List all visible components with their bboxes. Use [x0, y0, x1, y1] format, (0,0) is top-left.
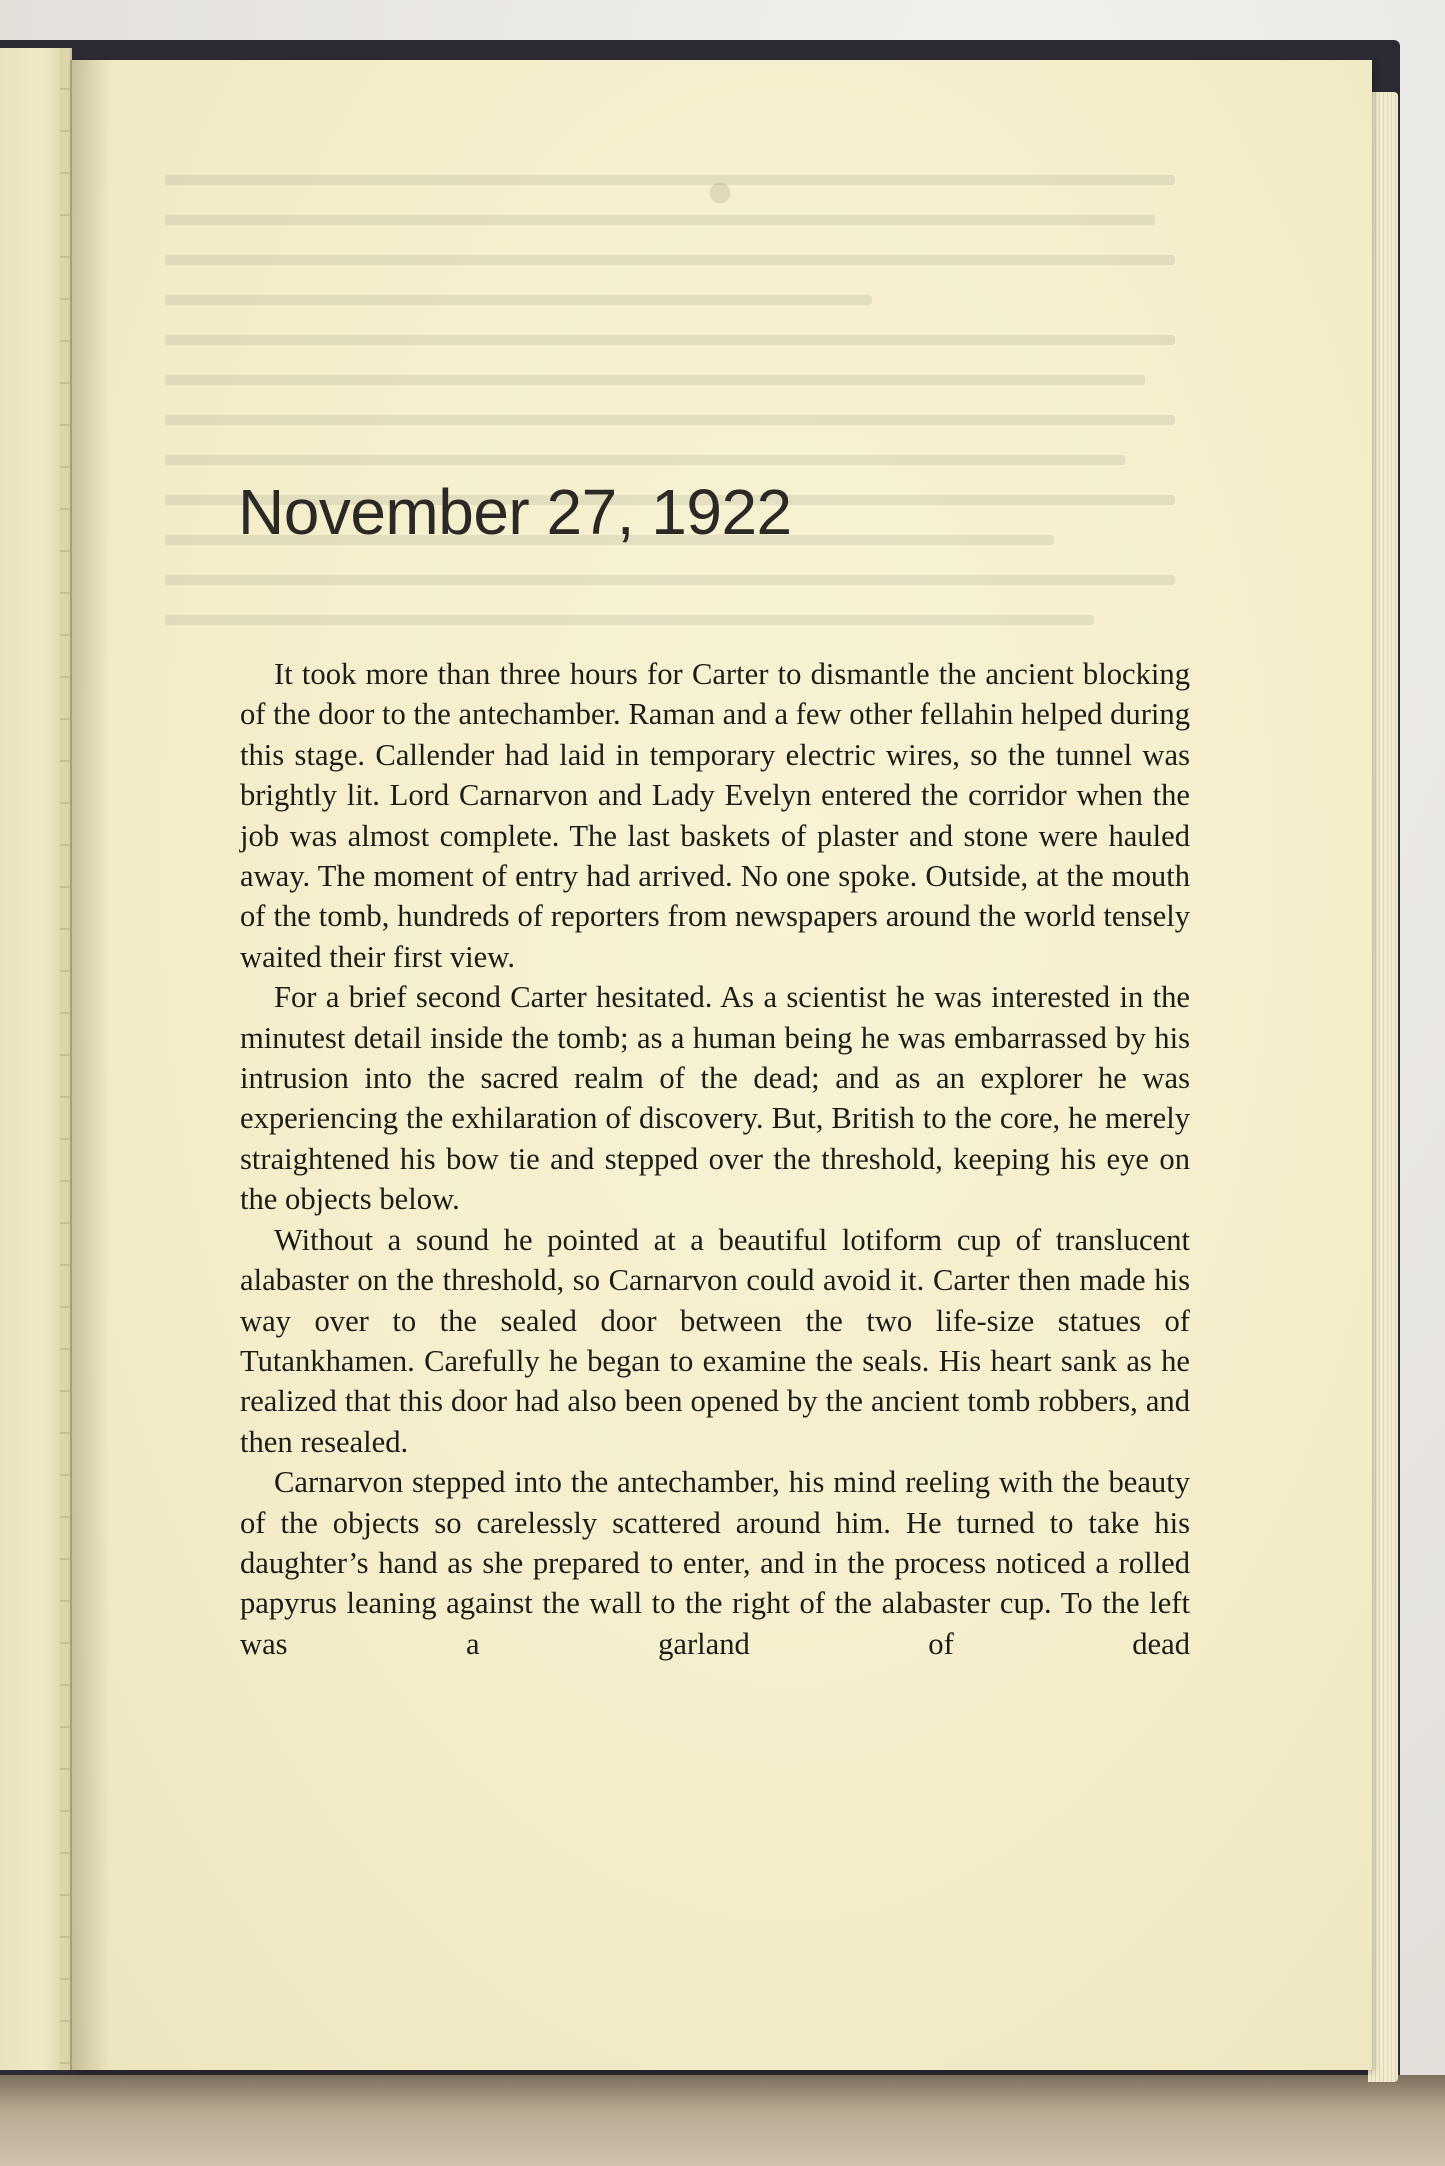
- paragraph-3: Without a sound he pointed at a beautiful lotiform cup of translucent alabaster on the threshold, so Carnarvon could avoid it. Carter then made his way over to the sealed door between the two life-size statues of Tutankhamen. Carefully he began to examine the seals. His heart sank as he realized that this door had also been opened by the ancient tomb robbers, and then resealed.: [240, 1222, 1190, 1459]
- paragraph-4: Carnarvon stepped into the antechamber, his mind reeling with the beauty of the objects so carelessly scattered around him. He turned to take his daughter’s hand as she prepared to enter, and in the process noticed a rolled papyrus leaning against the wall to the right of the alabaster cup. To the left was a garland of dead: [240, 1465, 1190, 1661]
- chapter-title: November 27, 1922: [238, 476, 792, 548]
- gutter-shadow: [70, 60, 110, 2070]
- facing-page-edge: [0, 48, 72, 2070]
- page-text: [238, 476, 1190, 1664]
- page-stack-right: [1368, 92, 1398, 2082]
- paragraph-1: It took more than three hours for Carter to dismantle the ancient blocking of the door to the antechamber. Raman and a few other fellahin helped during this stage. Callender had laid in temporary electric wires, so the tunnel was brightly lit. Lord Carnarvon and Lady Evelyn entered the corridor when the job was almost complete. The last baskets of plaster and stone were hauled away. The moment of entry had arrived. No one spoke. Outside, at the mouth of the tomb, hundreds of reporters from newspapers around the world tensely waited their first view.: [240, 657, 1190, 974]
- table-surface: [0, 2075, 1445, 2166]
- paragraph-2: For a brief second Carter hesitated. As a scientist he was interested in the minutest detail inside the tomb; as a human being he was embarrassed by his intrusion into the sacred realm of the dead; and as an explorer he was experiencing the exhilaration of discovery. But, British to the core, he merely straightened his bow tie and stepped over the threshold, keeping his eye on the objects below.: [240, 980, 1190, 1217]
- page-stack-left: [60, 48, 70, 2070]
